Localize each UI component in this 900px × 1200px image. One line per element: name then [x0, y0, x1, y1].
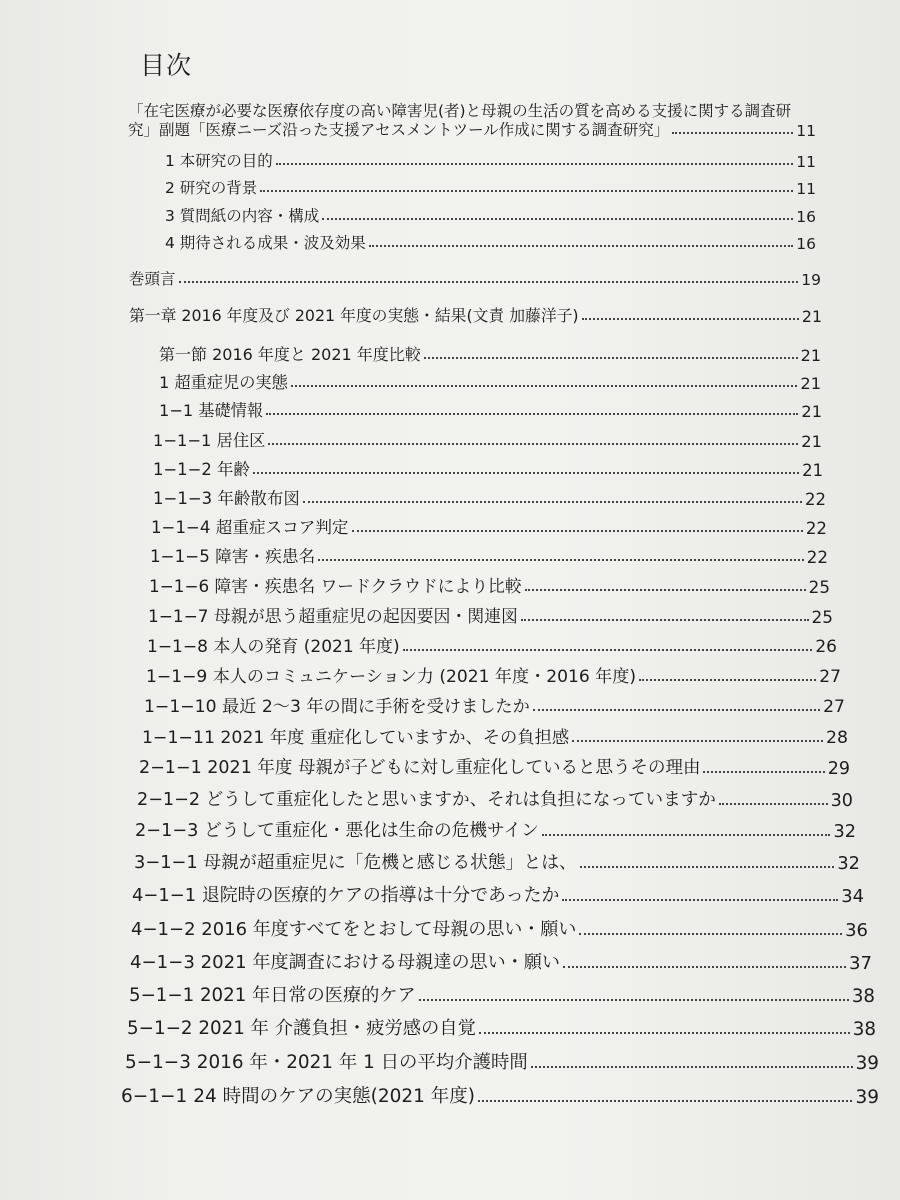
- leader-dots: [579, 933, 842, 935]
- toc-entry: [147, 627, 837, 657]
- toc-entry-text: 2−1−3 どうして重症化・悪化は生命の危機サイン: [135, 821, 539, 841]
- toc-entry-page: 27: [823, 697, 845, 717]
- toc-entry: [125, 1044, 879, 1074]
- toc-entry-page: 11: [796, 180, 816, 198]
- toc-entry-text: 4−1−1 退院時の医療的ケアの指導は十分であったか: [132, 885, 560, 906]
- toc-entry-page: 37: [848, 953, 872, 974]
- toc-entry: [130, 944, 872, 974]
- toc-entry-text: 1−1−11 2021 年度 重症化していますか、その負担感: [142, 728, 570, 748]
- leader-dots: [303, 501, 802, 503]
- toc-entry-text: 第一章 2016 年度及び 2021 年度の実態・結果(文責 加藤洋子): [129, 306, 579, 325]
- toc-entry-text: 究」副題「医療ニーズ沿った支援アセスメントツール作成に関する調査研究」: [128, 121, 670, 139]
- toc-entry-text: 1−1−3 年齢散布図: [153, 489, 300, 508]
- toc-entry-text: 1−1 基礎情報: [159, 401, 264, 420]
- toc-entry: [153, 421, 822, 451]
- toc-entry-page: 16: [796, 208, 816, 226]
- leader-dots: [424, 357, 798, 359]
- leader-dots: [719, 803, 828, 805]
- leader-dots: [478, 1100, 852, 1102]
- leader-dots: [318, 559, 804, 561]
- toc-entry-text: 1−1−4 超重症スコア判定: [151, 518, 349, 537]
- toc-entry-page: 39: [855, 1087, 879, 1108]
- toc-entry: [137, 781, 853, 811]
- toc-entry-page: 21: [800, 346, 821, 365]
- toc-entry-text: 4−1−3 2021 年度調査における母親達の思い・願い: [130, 952, 561, 973]
- leader-dots: [672, 132, 793, 134]
- toc-entry-page: 22: [806, 547, 828, 567]
- toc-entry-text: 3−1−1 母親が超重症児に「危機と感じる状態」とは、: [134, 852, 577, 873]
- toc-entry: [144, 687, 845, 717]
- leader-dots: [533, 709, 820, 711]
- toc-entry: [142, 718, 848, 748]
- toc-entry-text: 5−1−3 2016 年・2021 年 1 日の平均介護時間: [125, 1052, 528, 1073]
- toc-entry-text: 2 研究の背景: [165, 179, 258, 197]
- toc-entry-text: 6−1−1 24 時間のケアの実態(2021 年度): [121, 1086, 476, 1107]
- toc-entry-page: 32: [837, 853, 860, 874]
- toc-entry-page: 21: [801, 402, 822, 421]
- toc-entry: [159, 391, 822, 421]
- toc-entry-text: 4 期待される成果・波及効果: [165, 234, 366, 252]
- toc-entry-page: 34: [841, 886, 864, 907]
- toc-entry-text: 2−1−1 2021 年度 母親が子どもに対し重症化していると思うその理由: [139, 758, 701, 778]
- leader-dots: [179, 281, 799, 283]
- toc-entry-page: 25: [808, 577, 830, 597]
- toc-entry-text: 2−1−2 どうして重症化したと思いますか、それは負担になっていますか: [137, 790, 716, 810]
- toc-entry-page: 28: [826, 728, 848, 748]
- toc-entry: [129, 259, 821, 289]
- toc-entry-text: 1 超重症児の実態: [159, 373, 288, 392]
- toc-entry-text: 3 質問紙の内容・構成: [165, 207, 320, 225]
- leader-dots: [572, 740, 823, 742]
- toc-entry-page: 32: [833, 822, 856, 842]
- toc-entry-page: 16: [796, 235, 816, 253]
- toc-entry-text: 1−1−5 障害・疾患名: [150, 546, 316, 566]
- toc-entry-page: 21: [801, 307, 822, 326]
- toc-intro-line2: [128, 110, 816, 140]
- toc-entry: [159, 335, 821, 365]
- toc-entry-text: 1−1−8 本人の発育 (2021 年度): [147, 637, 400, 657]
- toc-entry: [165, 141, 816, 171]
- toc-entry-page: 22: [805, 490, 826, 509]
- toc-entry: [127, 1010, 876, 1040]
- toc-entry-text: 1−1−9 本人のコミュニケーション力 (2021 年度・2016 年度): [146, 667, 637, 687]
- toc-entry: [135, 812, 856, 842]
- leader-dots: [253, 472, 799, 474]
- toc-entry-text: 1−1−2 年齢: [153, 460, 250, 479]
- toc-entry-page: 21: [801, 432, 822, 451]
- leader-dots: [639, 679, 816, 681]
- toc-entry: [165, 223, 816, 253]
- toc-entry: [148, 597, 833, 627]
- toc-entry: [165, 196, 816, 226]
- toc-entry-text: 1−1−10 最近 2〜3 年の間に手術を受けましたか: [144, 697, 530, 717]
- toc-entry: [153, 450, 823, 480]
- toc-entry-page: 26: [815, 637, 837, 657]
- leader-dots: [291, 385, 798, 387]
- toc-entry: [150, 537, 828, 567]
- toc-entry-text: 5−1−1 2021 年日常の医療的ケア: [129, 985, 416, 1006]
- toc-entry-page: 25: [811, 607, 833, 627]
- toc-entry: [165, 168, 816, 198]
- toc-entry-text: 1−1−1 居住区: [153, 431, 266, 450]
- toc-entry-page: 11: [796, 122, 816, 140]
- leader-dots: [276, 163, 793, 165]
- toc-entry-text: 4−1−2 2016 年度すべてをとおして母親の思い・願い: [131, 919, 577, 940]
- leader-dots: [260, 190, 793, 192]
- leader-dots: [268, 443, 798, 445]
- toc-entry: [131, 911, 868, 941]
- toc-entry: [153, 479, 826, 509]
- leader-dots: [542, 834, 831, 836]
- leader-dots: [352, 530, 803, 532]
- toc-entry-page: 19: [801, 271, 821, 289]
- toc-entry-text: 1−1−7 母親が思う超重症児の起因要因・関連図: [148, 606, 518, 626]
- toc-intro-line1: 「在宅医療が必要な医療依存度の高い障害児(者)と母親の生活の質を高める支援に関する調査研: [128, 102, 792, 120]
- leader-dots: [419, 999, 849, 1001]
- leader-dots: [521, 619, 809, 621]
- toc-entry-text: 第一節 2016 年度と 2021 年度比較: [159, 345, 421, 364]
- leader-dots: [266, 413, 798, 415]
- toc-entry: [151, 508, 827, 538]
- toc-entry-page: 22: [805, 519, 827, 538]
- leader-dots: [525, 589, 806, 591]
- leader-dots: [531, 1066, 853, 1068]
- leader-dots: [582, 318, 799, 320]
- toc-entry: [132, 877, 864, 907]
- toc-entry-page: 29: [827, 759, 850, 779]
- toc-entry-text: 5−1−2 2021 年 介護負担・疲労感の自覚: [127, 1018, 476, 1039]
- toc-entry-page: 38: [852, 1019, 876, 1040]
- toc-entry-page: 38: [851, 986, 875, 1007]
- leader-dots: [369, 245, 793, 247]
- toc-entry: [159, 363, 821, 393]
- leader-dots: [703, 771, 824, 773]
- toc-entry: [129, 296, 822, 326]
- leader-dots: [563, 966, 846, 968]
- toc-entry: [129, 977, 875, 1007]
- page-title: 目次: [140, 51, 193, 80]
- toc-entry-page: 11: [796, 153, 816, 171]
- leader-dots: [580, 866, 835, 868]
- toc-entry: [121, 1078, 879, 1108]
- leader-dots: [562, 899, 838, 901]
- leader-dots: [322, 218, 793, 220]
- toc-entry: [139, 749, 850, 779]
- leader-dots: [479, 1032, 850, 1034]
- leader-dots: [403, 649, 813, 651]
- toc-entry-page: 36: [845, 920, 868, 941]
- toc-entry-text: 1 本研究の目的: [165, 152, 273, 170]
- toc-entry-page: 30: [830, 791, 853, 811]
- toc-entry-text: 1−1−6 障害・疾患名 ワードクラウドにより比較: [149, 576, 522, 596]
- toc-entry-page: 39: [855, 1053, 879, 1074]
- toc-entry-page: 27: [819, 667, 841, 687]
- toc-entry-text: 巻頭言: [129, 270, 176, 288]
- toc-entry: [149, 567, 830, 597]
- toc-entry: [134, 844, 860, 874]
- toc-entry: [146, 657, 841, 687]
- toc-entry-page: 21: [802, 461, 823, 480]
- toc-entry-page: 21: [800, 374, 821, 393]
